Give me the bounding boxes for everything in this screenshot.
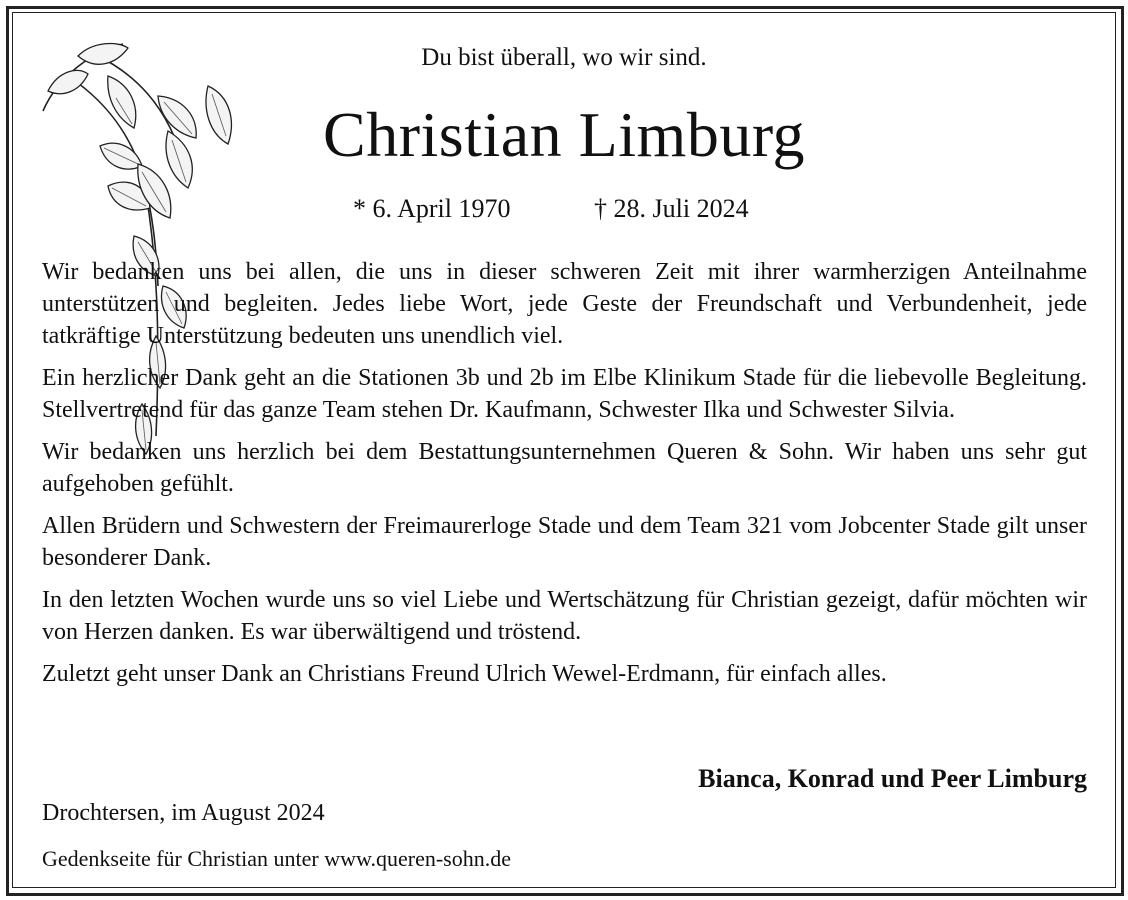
thanks-paragraph: Wir bedanken uns herzlich bei dem Bestattungsunternehmen Queren & Sohn. Wir haben uns sehr gut aufgehoben gefühlt.	[42, 439, 1087, 497]
thanks-text	[42, 256, 1087, 700]
memorial-page-line: Gedenkseite für Christian unter www.queren-sohn.de	[42, 846, 511, 871]
birth-date: * 6. April 1970	[353, 194, 511, 223]
death-date: † 28. Juli 2024	[594, 194, 749, 223]
thanks-paragraph: In den letzten Wochen wurde uns so viel Liebe und Wertschätzung für Christian gezeigt, dafür möchten wir von Herzen danken. Es war überwältigend und tröstend.	[42, 587, 1087, 645]
thanks-paragraph: Wir bedanken uns bei allen, die uns in dieser schweren Zeit mit ihrer warmherzigen Anteilnahme unterstützen und begleiten. Jedes liebe Wort, jede Geste der Freundschaft und Verbundenheit, jede tatkräftige Unterstützung bedeuten uns unendlich viel.	[42, 259, 1087, 349]
thanks-paragraph: Ein herzlicher Dank geht an die Stationen 3b und 2b im Elbe Klinikum Stade für die liebevolle Begleitung. Stellvertretend für das ganze Team stehen Dr. Kaufmann, Schwester Ilka und Schwester Silvia.	[42, 365, 1087, 423]
thanks-paragraph: Allen Brüdern und Schwestern der Freimaurerloge Stade und dem Team 321 vom Jobcenter Stade gilt unser besonderer Dank.	[42, 513, 1087, 571]
deceased-name: Christian Limburg	[323, 99, 805, 170]
thanks-paragraph: Zuletzt geht unser Dank an Christians Freund Ulrich Wewel-Erdmann, für einfach alles.	[42, 661, 887, 687]
signers: Bianca, Konrad und Peer Limburg	[698, 764, 1087, 793]
place-date: Drochtersen, im August 2024	[42, 800, 325, 826]
motto-line: Du bist überall, wo wir sind.	[421, 44, 707, 71]
